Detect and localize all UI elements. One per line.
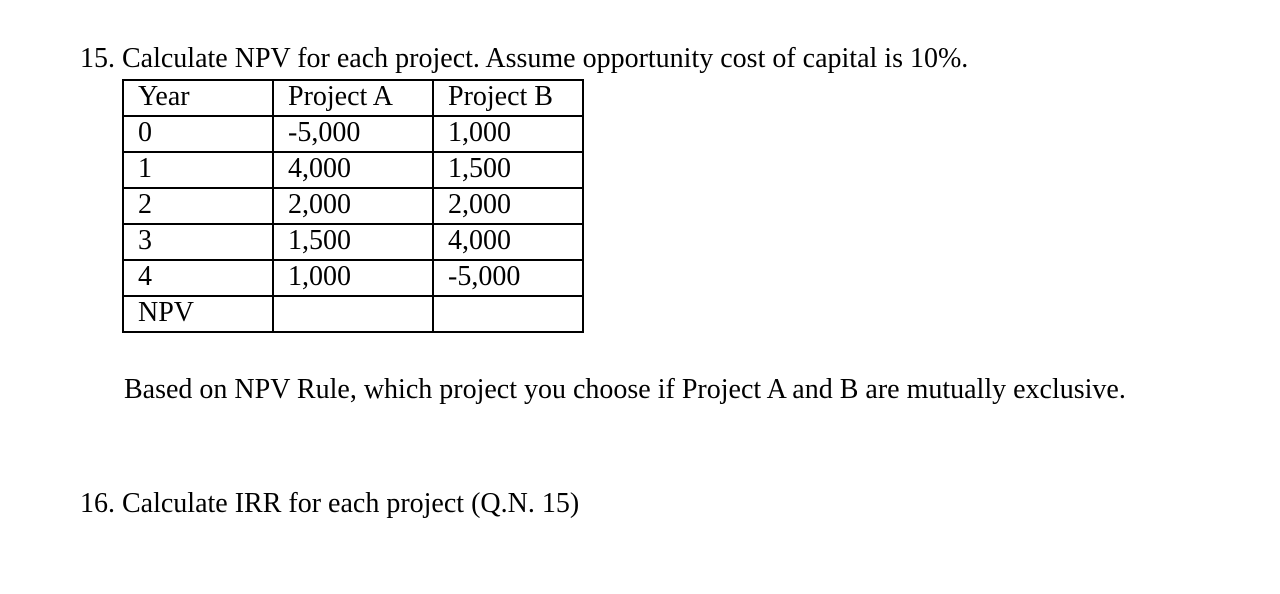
header-year: Year: [123, 80, 273, 116]
year-cell: 3: [123, 224, 273, 260]
question-15-followup: Based on NPV Rule, which project you choose if Project A and B are mutually exclusive.: [124, 374, 1126, 405]
year-cell: 2: [123, 188, 273, 224]
npv-label: NPV: [123, 296, 273, 332]
project-b-cell: 2,000: [433, 188, 583, 224]
project-b-cell: 1,000: [433, 116, 583, 152]
question-15-heading: 15. Calculate NPV for each project. Assume opportunity cost of capital is 10%.: [80, 43, 969, 74]
header-project-b: Project B: [433, 80, 583, 116]
table-header-row: [123, 80, 583, 116]
npv-row: [123, 296, 583, 332]
table-row: [123, 188, 583, 224]
year-cell: 1: [123, 152, 273, 188]
project-a-cell: 4,000: [273, 152, 433, 188]
year-cell: 0: [123, 116, 273, 152]
project-b-cell: -5,000: [433, 260, 583, 296]
year-cell: 4: [123, 260, 273, 296]
project-b-cell: 4,000: [433, 224, 583, 260]
cash-flow-table: [122, 79, 584, 333]
header-project-a: Project A: [273, 80, 433, 116]
project-b-cell: 1,500: [433, 152, 583, 188]
question-16-heading: 16. Calculate IRR for each project (Q.N. 15): [80, 488, 580, 519]
project-a-cell: 1,000: [273, 260, 433, 296]
project-a-cell: 1,500: [273, 224, 433, 260]
project-a-cell: -5,000: [273, 116, 433, 152]
npv-project-b-cell[interactable]: [433, 296, 583, 332]
table-row: [123, 152, 583, 188]
project-a-cell: 2,000: [273, 188, 433, 224]
npv-project-a-cell[interactable]: [273, 296, 433, 332]
table-row: [123, 116, 583, 152]
table-row: [123, 260, 583, 296]
table-row: [123, 224, 583, 260]
